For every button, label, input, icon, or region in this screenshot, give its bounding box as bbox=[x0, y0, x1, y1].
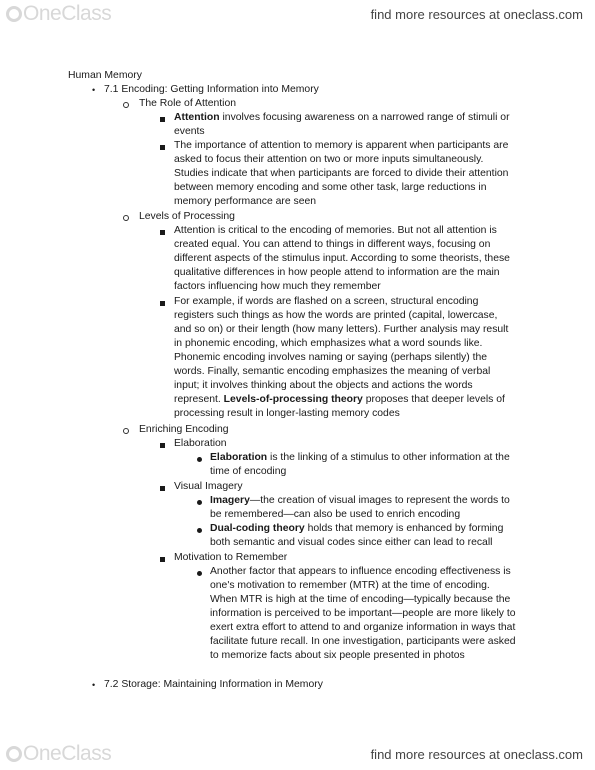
text-span: is the linking of a stimulus to other information at the bbox=[267, 452, 510, 463]
bullet-dot-icon bbox=[197, 528, 202, 533]
bullet-dot-icon bbox=[197, 571, 202, 576]
text-line bbox=[210, 522, 503, 536]
oneclass-logo[interactable] bbox=[6, 2, 111, 26]
text-line: For example, if words are flashed on a screen, structural encoding bbox=[174, 296, 479, 307]
text-span: represent. bbox=[174, 394, 224, 405]
bullet-square-icon bbox=[160, 145, 165, 150]
text-line: memory performance are seen bbox=[174, 196, 317, 207]
text-line: different aspects of the stimulus input. According to some theorists, these bbox=[174, 253, 510, 264]
text-line: Attention is critical to the encoding of memories. But not all attention is bbox=[174, 225, 497, 236]
term-imagery: Imagery bbox=[210, 495, 250, 506]
term-levels-of-processing: Levels-of-processing theory bbox=[223, 394, 363, 405]
text-line: time of encoding bbox=[210, 466, 287, 477]
bullet-square-icon bbox=[160, 117, 165, 122]
text-line: Another factor that appears to influence encoding effectiveness is bbox=[210, 566, 511, 577]
text-line: input; it involves thinking about the objects and actions the words bbox=[174, 380, 473, 391]
text-line: to memorize facts about six people presented in photos bbox=[210, 650, 465, 661]
text-line: Studies indicate that when participants are forced to divide their attention bbox=[174, 168, 509, 179]
text-line: be remembered—can also be used to enrich encoding bbox=[210, 509, 461, 520]
text-line: registers such things as how the words are printed (capital, lowercase, bbox=[174, 310, 498, 321]
logo-text: OneClass bbox=[23, 2, 112, 25]
term-elaboration: Elaboration bbox=[210, 452, 268, 463]
text-line: factors influencing how much they remember bbox=[174, 281, 381, 292]
item-heading: Elaboration bbox=[174, 438, 227, 449]
text-span: involves focusing awareness on a narrowed range of stimuli or bbox=[219, 112, 510, 123]
bullet-square-icon bbox=[160, 443, 165, 448]
bullet-circle-icon bbox=[123, 428, 129, 434]
page-footer bbox=[0, 738, 595, 770]
text-line: in phonemic encoding, which emphasizes what a word sounds like. bbox=[174, 338, 483, 349]
doc-title: Human Memory bbox=[68, 70, 142, 81]
text-line: created equal. You can attend to things in different ways, focusing on bbox=[174, 239, 491, 250]
footer-tagline[interactable]: find more resources at oneclass.com bbox=[370, 747, 583, 762]
text-line: processing result in longer-lasting memory codes bbox=[174, 408, 400, 419]
text-line: Phonemic encoding involves naming or saying (perhaps silently) the bbox=[174, 352, 488, 363]
page-header bbox=[0, 0, 595, 30]
bullet-dot-icon bbox=[197, 457, 202, 462]
text-line bbox=[174, 111, 510, 125]
bullet-square-icon bbox=[160, 486, 165, 491]
text-line: The importance of attention to memory is apparent when participants are bbox=[174, 140, 509, 151]
logo-ring-icon bbox=[6, 6, 22, 22]
text-line: between memory encoding and some other task, large reductions in bbox=[174, 182, 487, 193]
text-line: words. Finally, semantic encoding emphasizes the meaning of verbal bbox=[174, 366, 491, 377]
text-line: information is perceived to be important—people are more likely to bbox=[210, 608, 516, 619]
text-line: asked to focus their attention on two or more inputs simultaneously. bbox=[174, 154, 484, 165]
text-line: one's motivation to remember (MTR) at the time of encoding. bbox=[210, 580, 490, 591]
text-span: proposes that deeper levels of bbox=[362, 394, 505, 405]
text-line: When MTR is high at the time of encoding—typically because the bbox=[210, 594, 511, 605]
text-line bbox=[174, 393, 505, 407]
bullet-square-icon bbox=[160, 301, 165, 306]
bullet-dot-icon: • bbox=[92, 680, 96, 690]
text-line bbox=[210, 451, 510, 465]
bullet-circle-icon bbox=[123, 102, 129, 108]
text-span: —the creation of visual images to represent the words to bbox=[249, 495, 510, 506]
subsection-heading: Levels of Processing bbox=[139, 211, 235, 222]
header-tagline[interactable]: find more resources at oneclass.com bbox=[370, 7, 583, 22]
logo-text: OneClass bbox=[23, 742, 112, 765]
text-line: qualitative differences in how people attend to information are the main bbox=[174, 267, 500, 278]
text-line: exert extra effort to attend to and organize information in ways that bbox=[210, 622, 516, 633]
text-line: and so on) or their length (how many letters). Further analysis may result bbox=[174, 324, 509, 335]
oneclass-logo[interactable] bbox=[6, 742, 111, 766]
logo-ring-icon bbox=[6, 746, 22, 762]
text-span: holds that memory is enhanced by forming bbox=[304, 523, 504, 534]
subsection-heading: The Role of Attention bbox=[139, 98, 237, 109]
bullet-square-icon bbox=[160, 230, 165, 235]
subsection-heading: Enriching Encoding bbox=[139, 424, 229, 435]
term-dual-coding: Dual-coding theory bbox=[210, 523, 305, 534]
term-attention: Attention bbox=[174, 112, 220, 123]
section-heading: 7.1 Encoding: Getting Information into Memory bbox=[104, 84, 319, 95]
item-heading: Visual Imagery bbox=[174, 481, 243, 492]
bullet-dot-icon bbox=[197, 500, 202, 505]
bullet-dot-icon: • bbox=[92, 85, 96, 95]
text-line: both semantic and visual codes since either can lead to recall bbox=[210, 537, 493, 548]
bullet-circle-icon bbox=[123, 215, 129, 221]
section-heading: 7.2 Storage: Maintaining Information in Memory bbox=[104, 679, 323, 690]
bullet-square-icon bbox=[160, 557, 165, 562]
text-line: facilitate future recall. In one investigation, participants were asked bbox=[210, 636, 516, 647]
text-line bbox=[210, 494, 510, 508]
item-heading: Motivation to Remember bbox=[174, 552, 288, 563]
text-line: events bbox=[174, 126, 205, 137]
